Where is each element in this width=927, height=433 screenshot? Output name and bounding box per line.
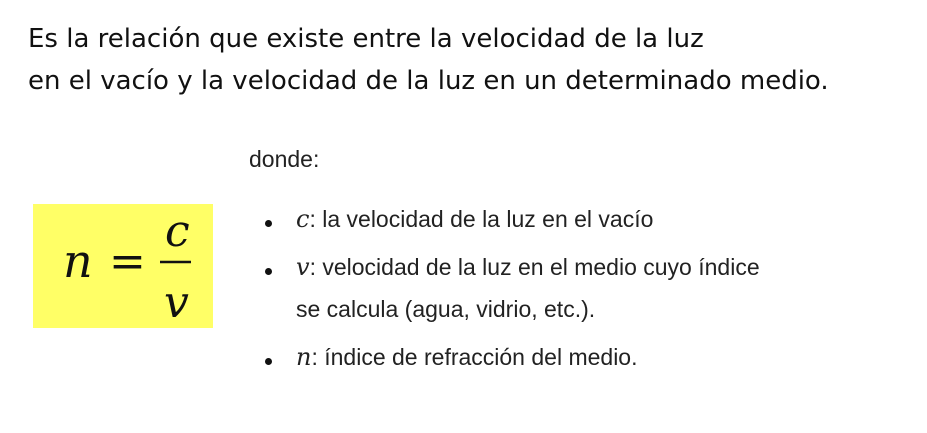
bullet-icon [265,220,272,227]
definition-text-continuation: se calcula (agua, vidrio, etc.). [296,296,596,322]
formula-numerator: c [165,206,190,257]
definition-separator: : [311,344,318,370]
definition-separator: : [309,254,316,280]
intro-line-2: en el vacío y la velocidad de la luz en un determinado medio. [28,66,829,96]
donde-label: donde: [249,146,320,172]
intro-line-1: Es la relación que existe entre la velocidad de la luz [28,24,704,54]
formula-lhs: n [63,234,93,288]
definition-symbol: c [296,205,310,233]
definition-separator: : [309,206,316,232]
formula-denominator: v [164,277,189,328]
definition-line [296,198,896,240]
definition-item-c [262,198,896,240]
refractive-index-formula [33,204,213,328]
bullet-icon [265,268,272,275]
bullet-icon [265,358,272,365]
formula-equals: = [109,236,146,287]
definition-line [296,336,896,378]
definition-item-n [262,336,896,378]
formula-highlight-box [33,204,213,328]
definition-text: índice de refracción del medio. [324,344,638,370]
definition-text: la velocidad de la luz en el vacío [322,206,654,232]
definition-item-v [262,246,896,330]
intro-paragraph [28,18,829,102]
definition-symbol: n [296,343,312,371]
definition-symbol: v [296,253,310,281]
definition-list [262,198,896,378]
definition-line [296,246,896,288]
definition-text: velocidad de la luz en el medio cuyo índice [322,254,760,280]
